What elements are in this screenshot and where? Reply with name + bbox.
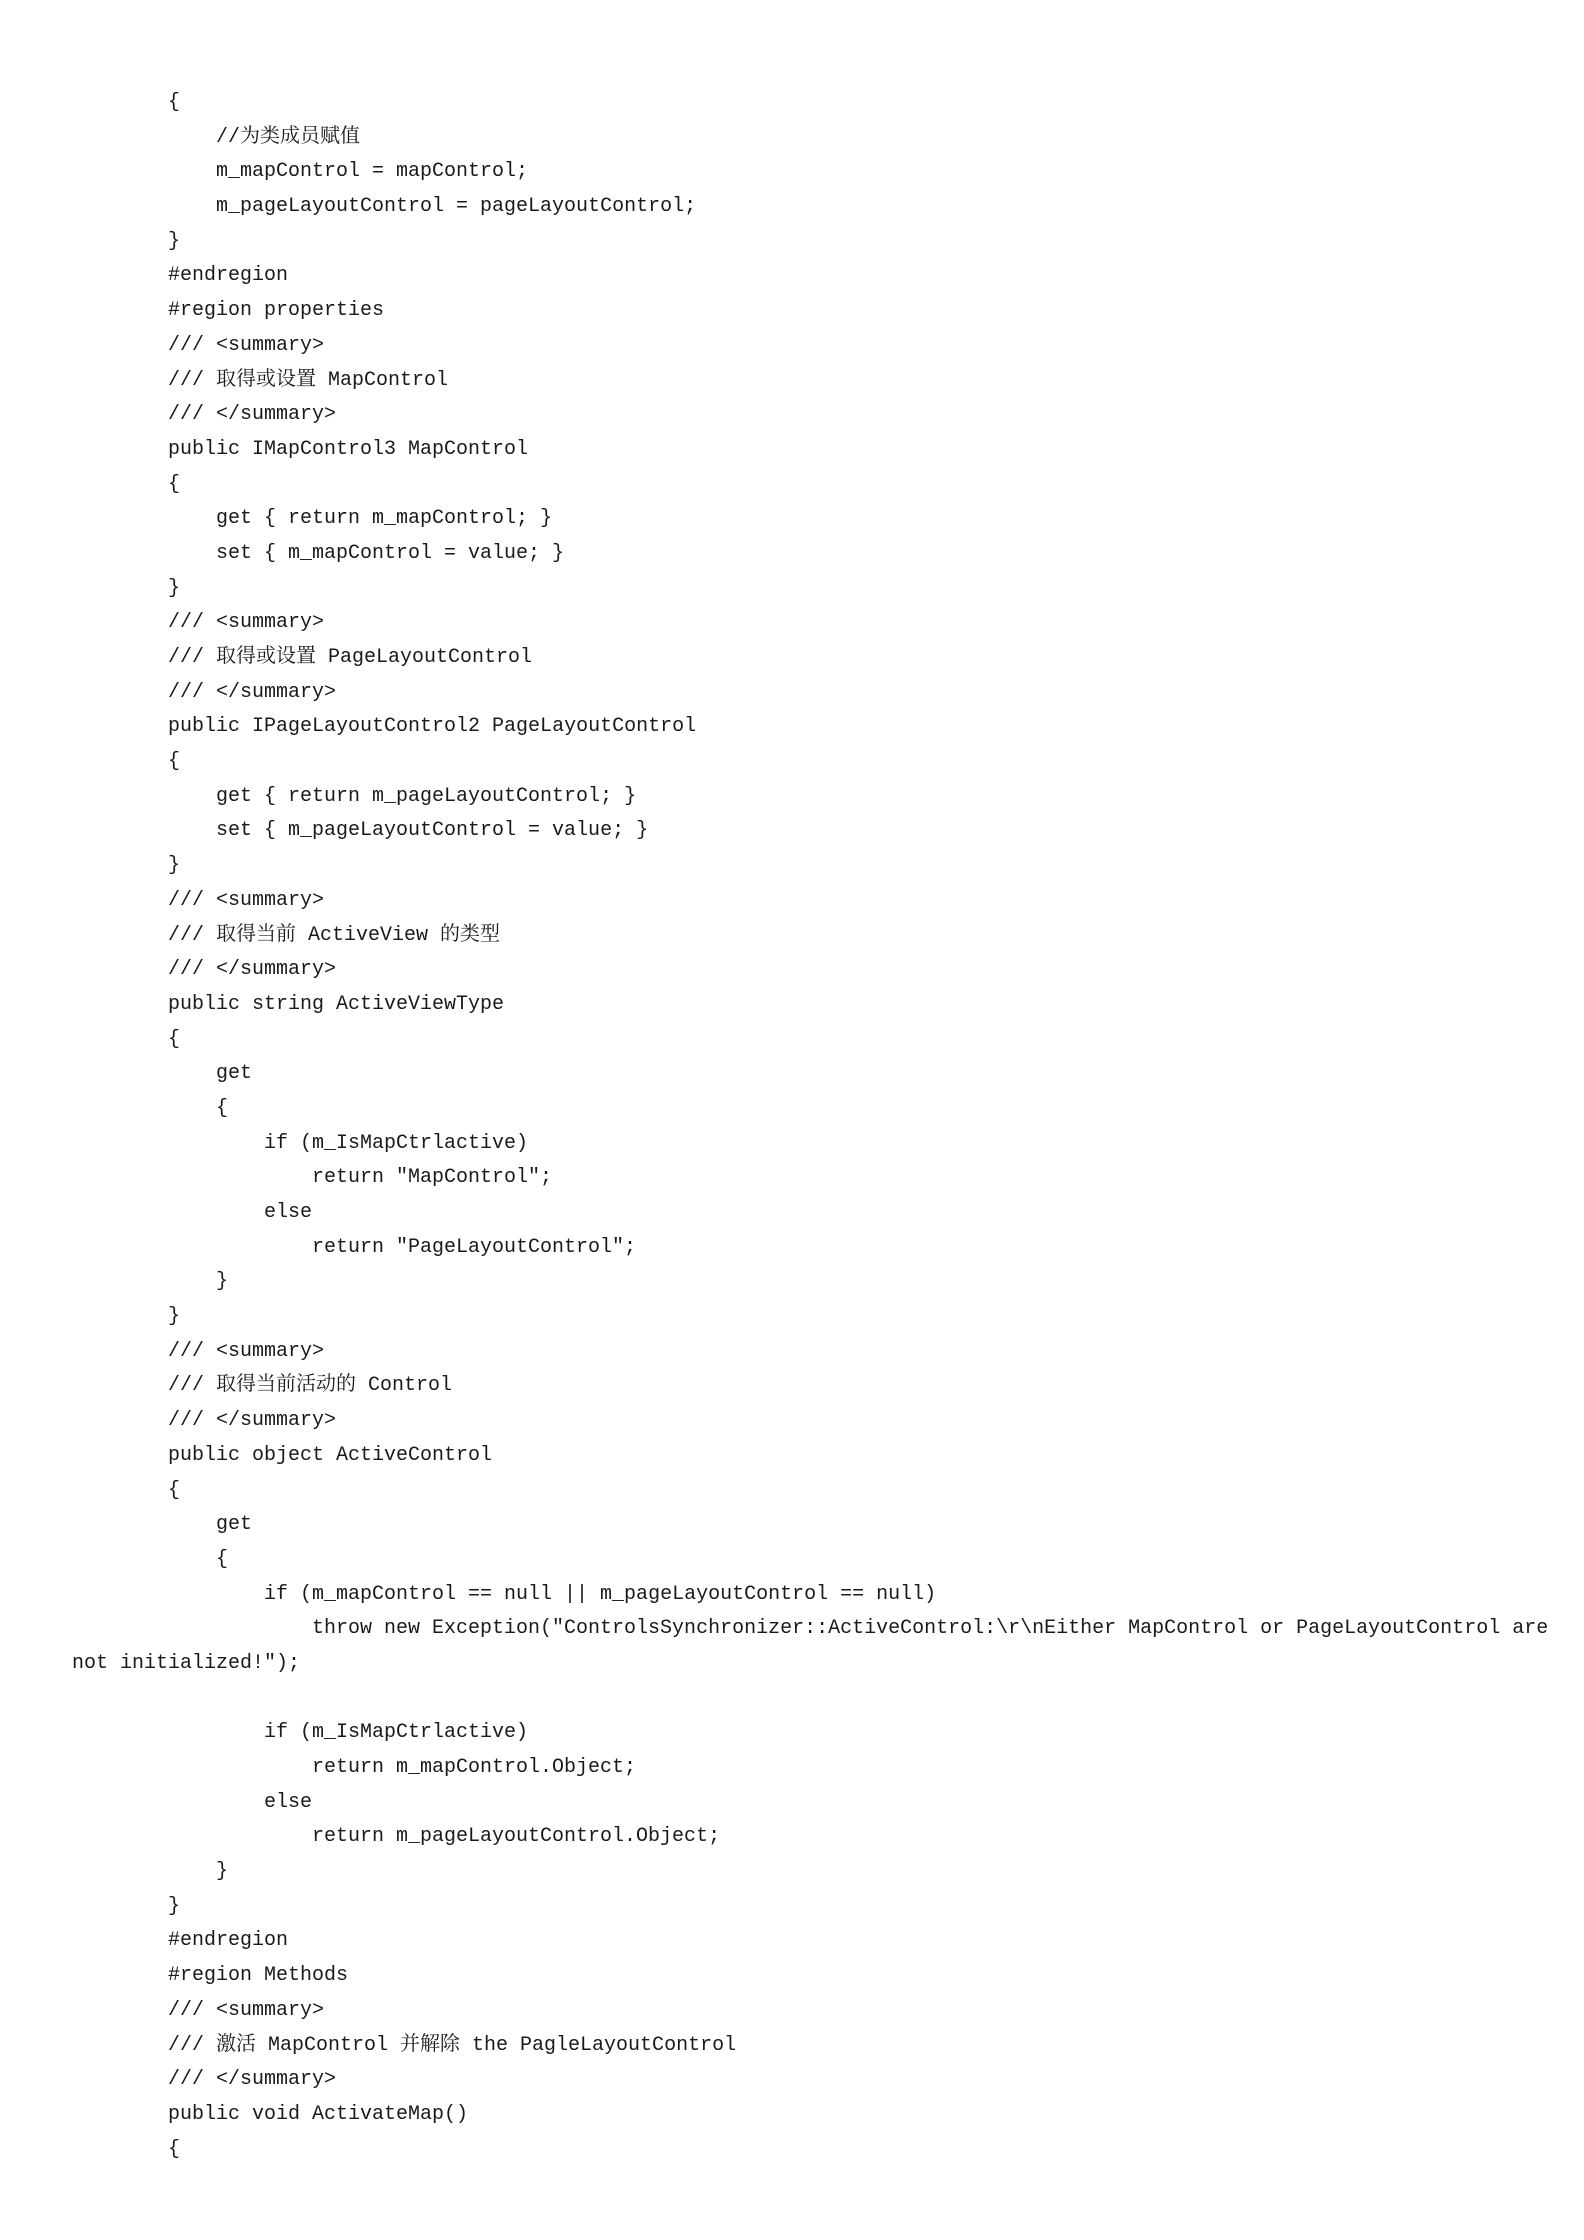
code-line: return m_pageLayoutControl.Object;: [312, 1825, 721, 1849]
code-line: #region properties: [168, 299, 385, 323]
code-line: /// 取得或设置 MapControl: [168, 368, 449, 392]
code-line: if (m_IsMapCtrlactive): [264, 1721, 529, 1745]
code-line: /// 取得或设置 PageLayoutControl: [168, 646, 533, 669]
code-line: public IMapControl3 MapControl: [168, 437, 529, 461]
code-line: public void ActivateMap(): [168, 2102, 469, 2126]
code-line: #endregion: [168, 264, 289, 288]
code-line: #endregion: [168, 1929, 289, 1953]
code-line: public IPageLayoutControl2 PageLayoutControl: [168, 715, 697, 739]
code-line: {: [216, 1096, 229, 1120]
code-line: m_mapControl = mapControl;: [216, 160, 529, 184]
code-line: get: [216, 1513, 253, 1537]
code-line: /// </summary>: [168, 403, 337, 427]
code-line: /// <summary>: [168, 333, 325, 357]
code-line: /// </summary>: [168, 2068, 337, 2092]
code-line: }: [216, 1860, 229, 1884]
code-line: if (m_mapControl == null || m_pageLayoutControl == null): [264, 1582, 937, 1606]
code-line: //为类成员赋值: [216, 125, 361, 149]
code-line: return "PageLayoutControl";: [312, 1235, 637, 1259]
code-line: {: [168, 1027, 181, 1051]
code-line: else: [264, 1201, 313, 1224]
code-line: }: [168, 1894, 181, 1918]
code-line: return "MapControl";: [312, 1166, 553, 1190]
code-line: }: [168, 854, 181, 878]
code-line: public string ActiveViewType: [168, 992, 505, 1016]
code-line: /// 激活 MapControl 并解除 the PagleLayoutControl: [168, 2033, 737, 2057]
code-line: set { m_mapControl = value; }: [216, 541, 565, 565]
code-line: throw new Exception("ControlsSynchronizer::ActiveControl:\r\nEither MapControl or PageLayoutControl are: [312, 1617, 1549, 1641]
code-line: [72, 1682, 1512, 1717]
code-line: #region Methods: [168, 1964, 349, 1988]
code-line: get: [216, 1062, 253, 1086]
code-line: /// </summary>: [168, 680, 337, 704]
code-line: /// </summary>: [168, 1409, 337, 1433]
code-line: if (m_IsMapCtrlactive): [264, 1131, 529, 1155]
code-line: get { return m_mapControl; }: [216, 507, 553, 531]
code-line: set { m_pageLayoutControl = value; }: [216, 819, 649, 843]
code-line: /// </summary>: [168, 958, 337, 982]
code-line: /// <summary>: [168, 888, 325, 912]
code-listing: [72, 86, 1549, 2167]
code-line: get { return m_pageLayoutControl; }: [216, 784, 637, 808]
code-line: }: [168, 576, 181, 600]
code-line: /// <summary>: [168, 611, 325, 635]
code-line: {: [168, 1478, 181, 1502]
code-line: public object ActiveControl: [168, 1443, 493, 1467]
code-line: {: [168, 2137, 181, 2161]
code-line: }: [168, 1305, 181, 1329]
code-line: }: [168, 229, 181, 253]
code-line: {: [168, 750, 181, 774]
code-line: {: [168, 91, 181, 114]
code-line: }: [216, 1270, 229, 1294]
code-line: return m_mapControl.Object;: [312, 1756, 637, 1779]
code-line: /// <summary>: [168, 1339, 325, 1363]
code-line: else: [264, 1790, 313, 1814]
code-line: {: [216, 1547, 229, 1571]
code-line: /// 取得当前活动的 Control: [168, 1374, 453, 1398]
code-line: /// <summary>: [168, 1998, 325, 2022]
code-line: not initialized!");: [72, 1651, 301, 1675]
code-line: m_pageLayoutControl = pageLayoutControl;: [216, 195, 697, 219]
code-line: /// 取得当前 ActiveView 的类型: [168, 923, 501, 947]
code-line: {: [168, 472, 181, 496]
